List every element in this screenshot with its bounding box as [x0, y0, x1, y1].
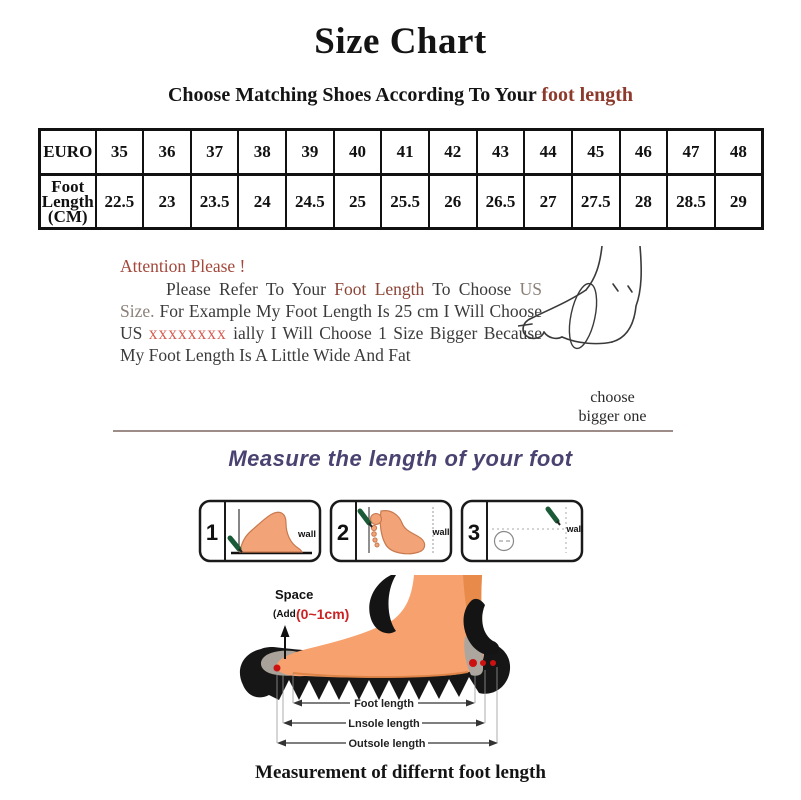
arrowhead [466, 700, 475, 707]
foot-length-cell: 28.5 [667, 175, 715, 229]
heel-marker-dot [490, 660, 496, 666]
euro-size-cell: 48 [715, 130, 763, 175]
toe-shape [373, 538, 377, 542]
insole-length-label: Lnsole length [348, 718, 420, 730]
foot-length-label: Foot length [354, 698, 414, 710]
section-divider [113, 430, 673, 432]
euro-size-cell: 45 [572, 130, 620, 175]
euro-size-cell: 38 [238, 130, 286, 175]
arrowhead [283, 720, 292, 727]
euro-size-cell: 36 [143, 130, 191, 175]
attention-text: To Choose [424, 279, 520, 299]
heel-marker-dot [480, 660, 486, 666]
foot-length-cell: 25 [334, 175, 382, 229]
euro-size-cell: 40 [334, 130, 382, 175]
attention-text: For Example My Foot Length Is 25 cm I Will Choose US [120, 301, 542, 343]
step-2-panel [329, 499, 453, 563]
space-label: Space [275, 587, 314, 602]
toe-shape [375, 543, 379, 547]
foot-length-cell: 27.5 [572, 175, 620, 229]
wall-label: wall [298, 529, 316, 540]
subtitle [0, 84, 801, 107]
size-chart-table [38, 128, 764, 230]
euro-row-label: EURO [40, 130, 96, 175]
foot-sketch-illustration [518, 246, 668, 364]
foot-length-cell: 23 [143, 175, 191, 229]
measurement-steps [198, 499, 584, 563]
foot-length-cell: 24.5 [286, 175, 334, 229]
euro-size-cell: 47 [667, 130, 715, 175]
subtitle-highlight: foot length [541, 84, 634, 106]
caption-line: choose [590, 389, 635, 406]
subtitle-text: Choose Matching Shoes According To Your [167, 84, 542, 106]
euro-size-cell: 44 [524, 130, 572, 175]
toe-marker-dot [274, 665, 281, 672]
foot-length-cell: 27 [524, 175, 572, 229]
heel-marker-dot [469, 659, 477, 667]
attention-body [120, 278, 542, 366]
choose-bigger-one-caption [545, 388, 680, 426]
euro-size-cell: 41 [381, 130, 429, 175]
foot-length-cell: 25.5 [381, 175, 429, 229]
foot-length-cell: 23.5 [191, 175, 239, 229]
shoe-tongue-shape [369, 575, 396, 633]
euro-size-cell: 43 [477, 130, 525, 175]
wall-label: wall [566, 524, 584, 534]
foot-length-row [40, 175, 763, 229]
toe-shape [372, 532, 377, 537]
euro-size-cell: 46 [620, 130, 668, 175]
foot-length-cell: 28 [620, 175, 668, 229]
foot-length-cell: 26 [429, 175, 477, 229]
attention-us-size-text: US Size. [120, 279, 542, 321]
attention-text: Please Refer To Your [166, 279, 335, 299]
euro-size-cell: 39 [286, 130, 334, 175]
step-3-panel [460, 499, 584, 563]
euro-row [40, 130, 763, 175]
foot-length-cell: 24 [238, 175, 286, 229]
step-number: 2 [336, 520, 350, 545]
foot-length-cell: 29 [715, 175, 763, 229]
attention-section [120, 255, 542, 366]
arrowhead [293, 700, 302, 707]
foot-length-cell: 22.5 [96, 175, 144, 229]
arrowhead [277, 740, 286, 747]
attention-foot-length-text: Foot Length [334, 279, 425, 299]
attention-text: ially I Will Choose 1 Size Bigger Because My Foot Length Is A Little Wide And Fat [120, 323, 542, 365]
outsole-length-label: Outsole length [348, 738, 426, 750]
caption-line: bigger one [578, 408, 647, 425]
space-arrowhead [281, 625, 290, 637]
footer-caption: Measurement of differnt foot length [255, 762, 546, 783]
foot-outline [518, 246, 641, 344]
step-number: 3 [467, 520, 481, 545]
wall-label: wall [432, 527, 450, 537]
euro-size-cell: 37 [191, 130, 239, 175]
euro-size-cell: 42 [429, 130, 477, 175]
attention-heading: Attention Please ! [120, 256, 246, 276]
big-toe-shape [371, 514, 382, 525]
foot-measurement-diagram [233, 575, 600, 757]
measure-section-heading: Measure the length of your foot [228, 446, 573, 471]
step-number: 1 [205, 520, 219, 545]
arrowhead [476, 720, 485, 727]
space-range-label: (0~1cm) [296, 606, 350, 622]
page-title: Size Chart [314, 21, 487, 62]
foot-length-cell: 26.5 [477, 175, 525, 229]
foot-length-row-label: Foot Length (CM) [40, 175, 96, 229]
euro-size-cell: 35 [96, 130, 144, 175]
space-add-label: (Add [273, 609, 296, 620]
attention-redacted-text: xxxxxxxx [148, 323, 227, 343]
step-1-panel [198, 499, 322, 563]
